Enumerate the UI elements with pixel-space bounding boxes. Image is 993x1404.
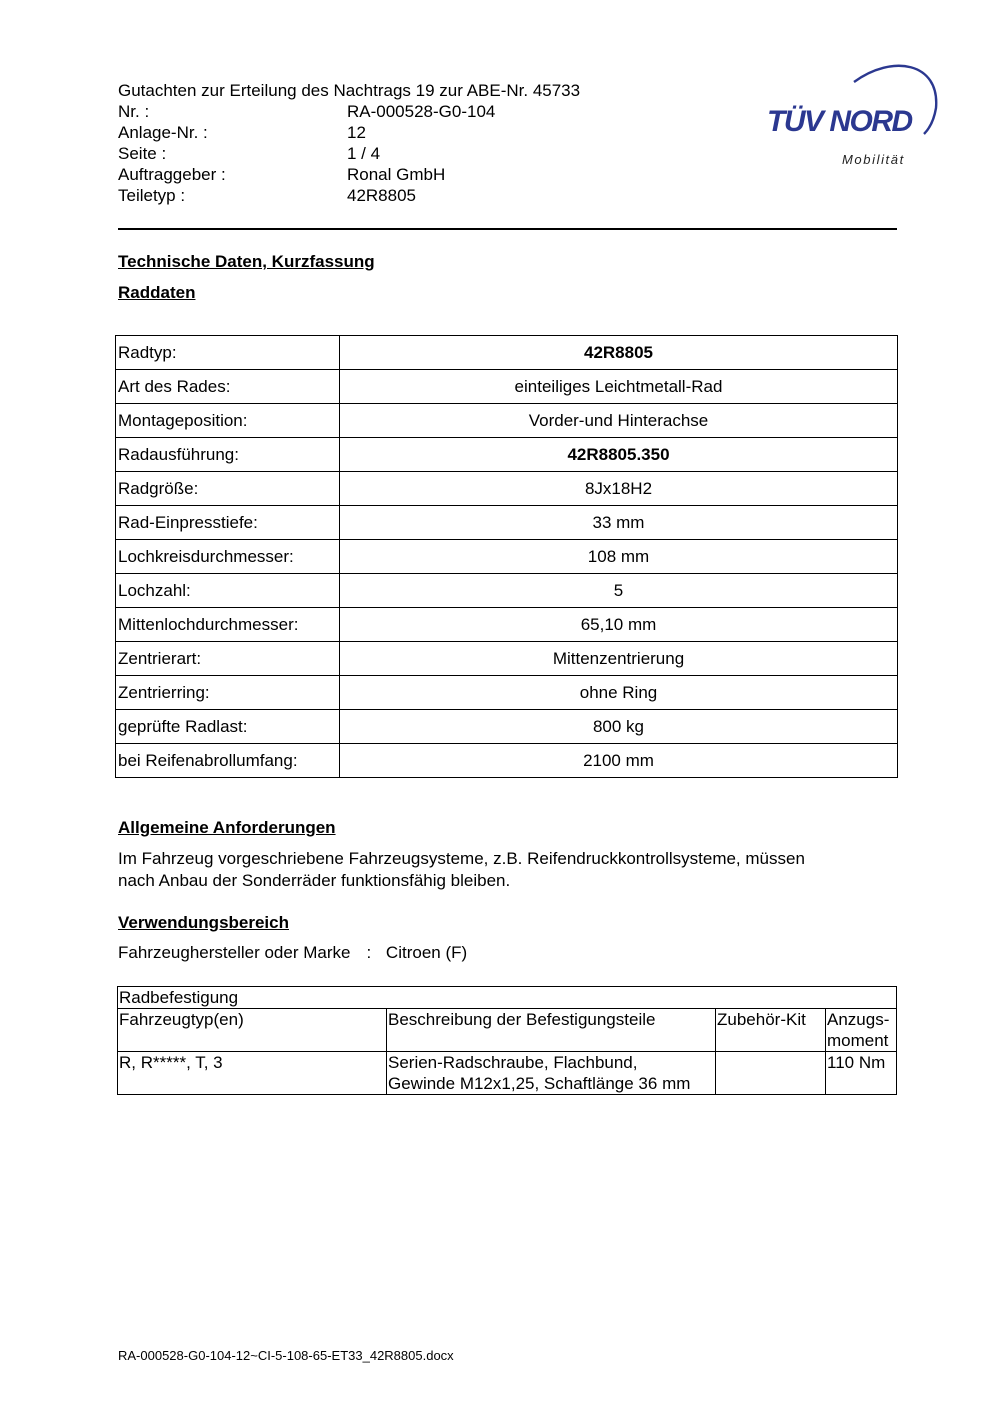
table-row	[116, 574, 898, 608]
raddaten-label: Rad-Einpresstiefe:	[116, 506, 340, 540]
raddaten-value: 5	[340, 574, 898, 608]
raddaten-value: 8Jx18H2	[340, 472, 898, 506]
raddaten-value: 65,10 mm	[340, 608, 898, 642]
raddaten-label: Lochkreisdurchmesser:	[116, 540, 340, 574]
table-row	[118, 1052, 897, 1095]
table-caption-row	[118, 987, 897, 1009]
logo-subtitle: Mobilität	[842, 152, 905, 167]
header-label: Seite :	[118, 144, 167, 163]
raddaten-label: Radausführung:	[116, 438, 340, 472]
header-value: 12	[347, 123, 366, 142]
header-label: Anlage-Nr. :	[118, 123, 208, 142]
column-header-anzugsmoment	[826, 1009, 897, 1052]
section-title-raddaten: Raddaten	[118, 283, 196, 302]
raddaten-label: Montageposition:	[116, 404, 340, 438]
raddaten-label: geprüfte Radlast:	[116, 710, 340, 744]
fahrzeughersteller-line	[118, 943, 467, 963]
table-header-row	[118, 1009, 897, 1052]
header-line: moment	[827, 1031, 889, 1050]
raddaten-value: 108 mm	[340, 540, 898, 574]
header-row-auftraggeber	[118, 164, 678, 185]
logo-wordmark: TÜV NORD	[767, 105, 912, 138]
raddaten-label: Lochzahl:	[116, 574, 340, 608]
raddaten-value: einteiliges Leichtmetall-Rad	[340, 370, 898, 404]
table-row	[116, 472, 898, 506]
document-header	[118, 80, 678, 206]
header-row-teiletyp	[118, 185, 678, 206]
cell-fahrzeugtyp: R, R*****, T, 3	[118, 1052, 387, 1095]
header-label: Nr. :	[118, 102, 150, 121]
header-label: Teiletyp :	[118, 186, 186, 205]
header-row-seite	[118, 143, 678, 164]
table-row	[116, 506, 898, 540]
footer-filename: RA-000528-G0-104-12~CI-5-108-65-ET33_42R8805.docx	[118, 1348, 454, 1363]
raddaten-label: Mittenlochdurchmesser:	[116, 608, 340, 642]
table-row	[116, 608, 898, 642]
section-title-allgemeine-anforderungen: Allgemeine Anforderungen	[118, 818, 336, 837]
header-row-anlage	[118, 122, 678, 143]
allgemeine-anforderungen-text	[118, 848, 898, 892]
raddaten-value: Mittenzentrierung	[340, 642, 898, 676]
table-row	[116, 370, 898, 404]
paragraph-line: Im Fahrzeug vorgeschriebene Fahrzeugsysteme, z.B. Reifendruckkontrollsysteme, müssen	[118, 849, 805, 868]
header-value: Ronal GmbH	[347, 165, 446, 184]
tuev-nord-logo	[762, 56, 942, 172]
paragraph-line: nach Anbau der Sonderräder funktionsfähig bleiben.	[118, 871, 511, 890]
cell-line: Serien-Radschraube, Flachbund,	[388, 1053, 638, 1072]
cell-zubehoer-kit	[716, 1052, 826, 1095]
raddaten-label: bei Reifenabrollumfang:	[116, 744, 340, 778]
table-row	[116, 710, 898, 744]
cell-anzugsmoment: 110 Nm	[826, 1052, 897, 1095]
raddaten-label: Zentrierring:	[116, 676, 340, 710]
document-title: Gutachten zur Erteilung des Nachtrags 19 zur ABE-Nr. 45733	[118, 81, 581, 100]
separator: :	[366, 943, 372, 962]
raddaten-label: Art des Rades:	[116, 370, 340, 404]
table-row	[116, 404, 898, 438]
raddaten-table	[115, 335, 898, 778]
raddaten-label: Zentrierart:	[116, 642, 340, 676]
table-row	[116, 676, 898, 710]
section-title-technische-daten: Technische Daten, Kurzfassung	[118, 252, 375, 271]
raddaten-value: 42R8805	[340, 336, 898, 370]
fahrzeughersteller-value: Citroen (F)	[385, 943, 468, 962]
column-header: Fahrzeugtyp(en)	[118, 1009, 387, 1052]
table-row	[116, 336, 898, 370]
table-row	[116, 438, 898, 472]
raddaten-value: 800 kg	[340, 710, 898, 744]
raddaten-value: ohne Ring	[340, 676, 898, 710]
radbefestigung-table	[117, 986, 897, 1095]
table-row	[116, 642, 898, 676]
raddaten-value: 2100 mm	[340, 744, 898, 778]
header-divider	[118, 228, 897, 230]
raddaten-value: Vorder-und Hinterachse	[340, 404, 898, 438]
raddaten-value: 33 mm	[340, 506, 898, 540]
raddaten-value: 42R8805.350	[340, 438, 898, 472]
table-row	[116, 744, 898, 778]
header-value: 1 / 4	[347, 144, 381, 163]
raddaten-label: Radgröße:	[116, 472, 340, 506]
radbefestigung-caption: Radbefestigung	[118, 987, 897, 1009]
fahrzeughersteller-label: Fahrzeughersteller oder Marke	[118, 943, 351, 962]
raddaten-label: Radtyp:	[116, 336, 340, 370]
header-row-nr	[118, 101, 678, 122]
cell-line: Gewinde M12x1,25, Schaftlänge 36 mm	[388, 1074, 691, 1093]
cell-beschreibung	[387, 1052, 716, 1095]
column-header: Zubehör-Kit	[716, 1009, 826, 1052]
header-label: Auftraggeber :	[118, 165, 226, 184]
table-row	[116, 540, 898, 574]
column-header: Beschreibung der Befestigungsteile	[387, 1009, 716, 1052]
header-value: RA-000528-G0-104	[347, 102, 496, 121]
section-title-verwendungsbereich: Verwendungsbereich	[118, 913, 289, 932]
header-value: 42R8805	[347, 186, 417, 205]
header-line: Anzugs-	[827, 1010, 890, 1029]
